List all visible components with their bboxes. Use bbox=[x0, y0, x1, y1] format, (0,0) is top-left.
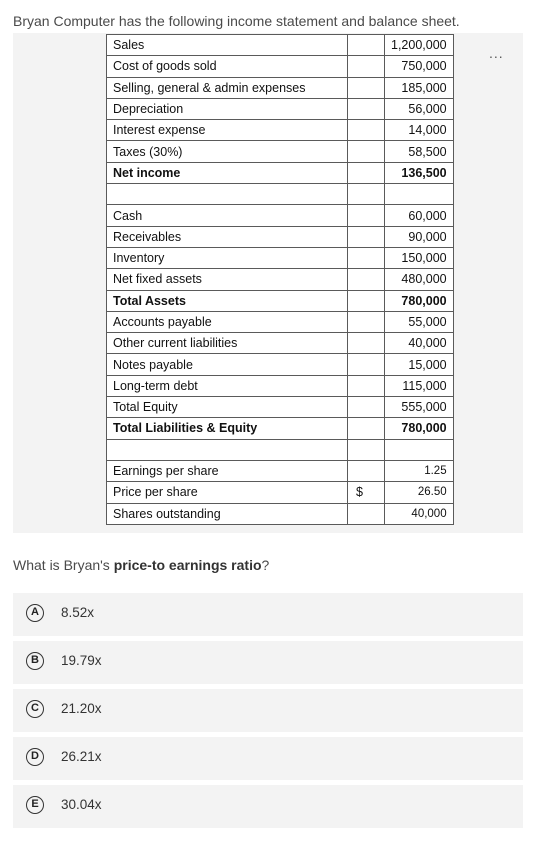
row-value: 555,000 bbox=[385, 397, 454, 418]
row-label: Long-term debt bbox=[107, 375, 348, 396]
row-value: 15,000 bbox=[385, 354, 454, 375]
row-label: Inventory bbox=[107, 247, 348, 268]
row-currency bbox=[348, 141, 385, 162]
spacer-row bbox=[107, 439, 454, 460]
row-label: Other current liabilities bbox=[107, 333, 348, 354]
row-value: 115,000 bbox=[385, 375, 454, 396]
row-label: Notes payable bbox=[107, 354, 348, 375]
row-value: 40,000 bbox=[385, 503, 454, 524]
table-row bbox=[107, 418, 454, 439]
table-row bbox=[107, 269, 454, 290]
option-letter-badge: D bbox=[26, 748, 44, 766]
answer-option-b[interactable] bbox=[13, 641, 523, 684]
table-row bbox=[107, 77, 454, 98]
answer-option-e[interactable] bbox=[13, 785, 523, 828]
row-value: 1.25 bbox=[385, 460, 454, 481]
row-label: Selling, general & admin expenses bbox=[107, 77, 348, 98]
row-label: Cash bbox=[107, 205, 348, 226]
table-row bbox=[107, 226, 454, 247]
row-currency bbox=[348, 77, 385, 98]
row-label: Taxes (30%) bbox=[107, 141, 348, 162]
row-value: 780,000 bbox=[385, 418, 454, 439]
row-currency bbox=[348, 375, 385, 396]
table-row bbox=[107, 460, 454, 481]
row-value: 750,000 bbox=[385, 56, 454, 77]
row-currency bbox=[348, 290, 385, 311]
row-currency bbox=[348, 397, 385, 418]
option-letter-badge: C bbox=[26, 700, 44, 718]
row-currency bbox=[348, 56, 385, 77]
row-currency bbox=[348, 354, 385, 375]
row-currency bbox=[348, 35, 385, 56]
row-label: Net fixed assets bbox=[107, 269, 348, 290]
question-emphasis: price-to earnings ratio bbox=[113, 557, 262, 573]
row-label: Accounts payable bbox=[107, 311, 348, 332]
option-letter-badge: B bbox=[26, 652, 44, 670]
row-label: Total Assets bbox=[107, 290, 348, 311]
row-value: 480,000 bbox=[385, 269, 454, 290]
financial-table bbox=[106, 34, 454, 525]
table-row bbox=[107, 98, 454, 119]
row-label: Earnings per share bbox=[107, 460, 348, 481]
row-label: Receivables bbox=[107, 226, 348, 247]
answer-option-c[interactable] bbox=[13, 689, 523, 732]
answer-option-a[interactable] bbox=[13, 593, 523, 636]
row-value: 1,200,000 bbox=[385, 35, 454, 56]
table-row bbox=[107, 311, 454, 332]
row-currency bbox=[348, 269, 385, 290]
row-label: Sales bbox=[107, 35, 348, 56]
table-row bbox=[107, 354, 454, 375]
table-row bbox=[107, 397, 454, 418]
row-label: Net income bbox=[107, 162, 348, 183]
table-row bbox=[107, 205, 454, 226]
row-currency bbox=[348, 226, 385, 247]
option-text: 30.04x bbox=[61, 797, 102, 812]
table-row bbox=[107, 162, 454, 183]
row-value: 58,500 bbox=[385, 141, 454, 162]
row-currency bbox=[348, 98, 385, 119]
row-value: 780,000 bbox=[385, 290, 454, 311]
row-currency bbox=[348, 503, 385, 524]
row-value: 150,000 bbox=[385, 247, 454, 268]
option-letter-badge: A bbox=[26, 604, 44, 622]
row-value: 136,500 bbox=[385, 162, 454, 183]
table-row bbox=[107, 247, 454, 268]
row-currency bbox=[348, 205, 385, 226]
table-row bbox=[107, 120, 454, 141]
row-currency bbox=[348, 333, 385, 354]
row-value: 90,000 bbox=[385, 226, 454, 247]
row-value: 26.50 bbox=[385, 482, 454, 503]
row-value: 185,000 bbox=[385, 77, 454, 98]
option-text: 26.21x bbox=[61, 749, 102, 764]
row-currency bbox=[348, 120, 385, 141]
option-text: 21.20x bbox=[61, 701, 102, 716]
intro-text: Bryan Computer has the following income statement and balance sheet. bbox=[13, 13, 460, 29]
row-value: 60,000 bbox=[385, 205, 454, 226]
row-value: 55,000 bbox=[385, 311, 454, 332]
row-currency bbox=[348, 162, 385, 183]
spacer-row bbox=[107, 184, 454, 205]
row-label: Shares outstanding bbox=[107, 503, 348, 524]
table-row bbox=[107, 503, 454, 524]
option-text: 19.79x bbox=[61, 653, 102, 668]
row-currency bbox=[348, 247, 385, 268]
row-label: Interest expense bbox=[107, 120, 348, 141]
row-label: Total Equity bbox=[107, 397, 348, 418]
option-text: 8.52x bbox=[61, 605, 95, 620]
option-letter-badge: E bbox=[26, 796, 44, 814]
table-row bbox=[107, 141, 454, 162]
row-label: Cost of goods sold bbox=[107, 56, 348, 77]
question-prefix: What is Bryan's bbox=[13, 557, 114, 573]
table-row bbox=[107, 333, 454, 354]
table-row bbox=[107, 375, 454, 396]
question-text bbox=[13, 557, 269, 573]
answer-option-d[interactable] bbox=[13, 737, 523, 780]
table-row bbox=[107, 482, 454, 503]
row-currency bbox=[348, 418, 385, 439]
row-value: 40,000 bbox=[385, 333, 454, 354]
row-label: Depreciation bbox=[107, 98, 348, 119]
row-value: 14,000 bbox=[385, 120, 454, 141]
row-currency bbox=[348, 460, 385, 481]
table-row bbox=[107, 35, 454, 56]
row-currency bbox=[348, 311, 385, 332]
row-label: Total Liabilities & Equity bbox=[107, 418, 348, 439]
table-row bbox=[107, 56, 454, 77]
more-options-icon[interactable]: ... bbox=[489, 45, 504, 61]
row-value: 56,000 bbox=[385, 98, 454, 119]
row-label: Price per share bbox=[107, 482, 348, 503]
question-suffix: ? bbox=[261, 557, 270, 573]
row-currency: $ bbox=[348, 482, 385, 503]
table-row bbox=[107, 290, 454, 311]
